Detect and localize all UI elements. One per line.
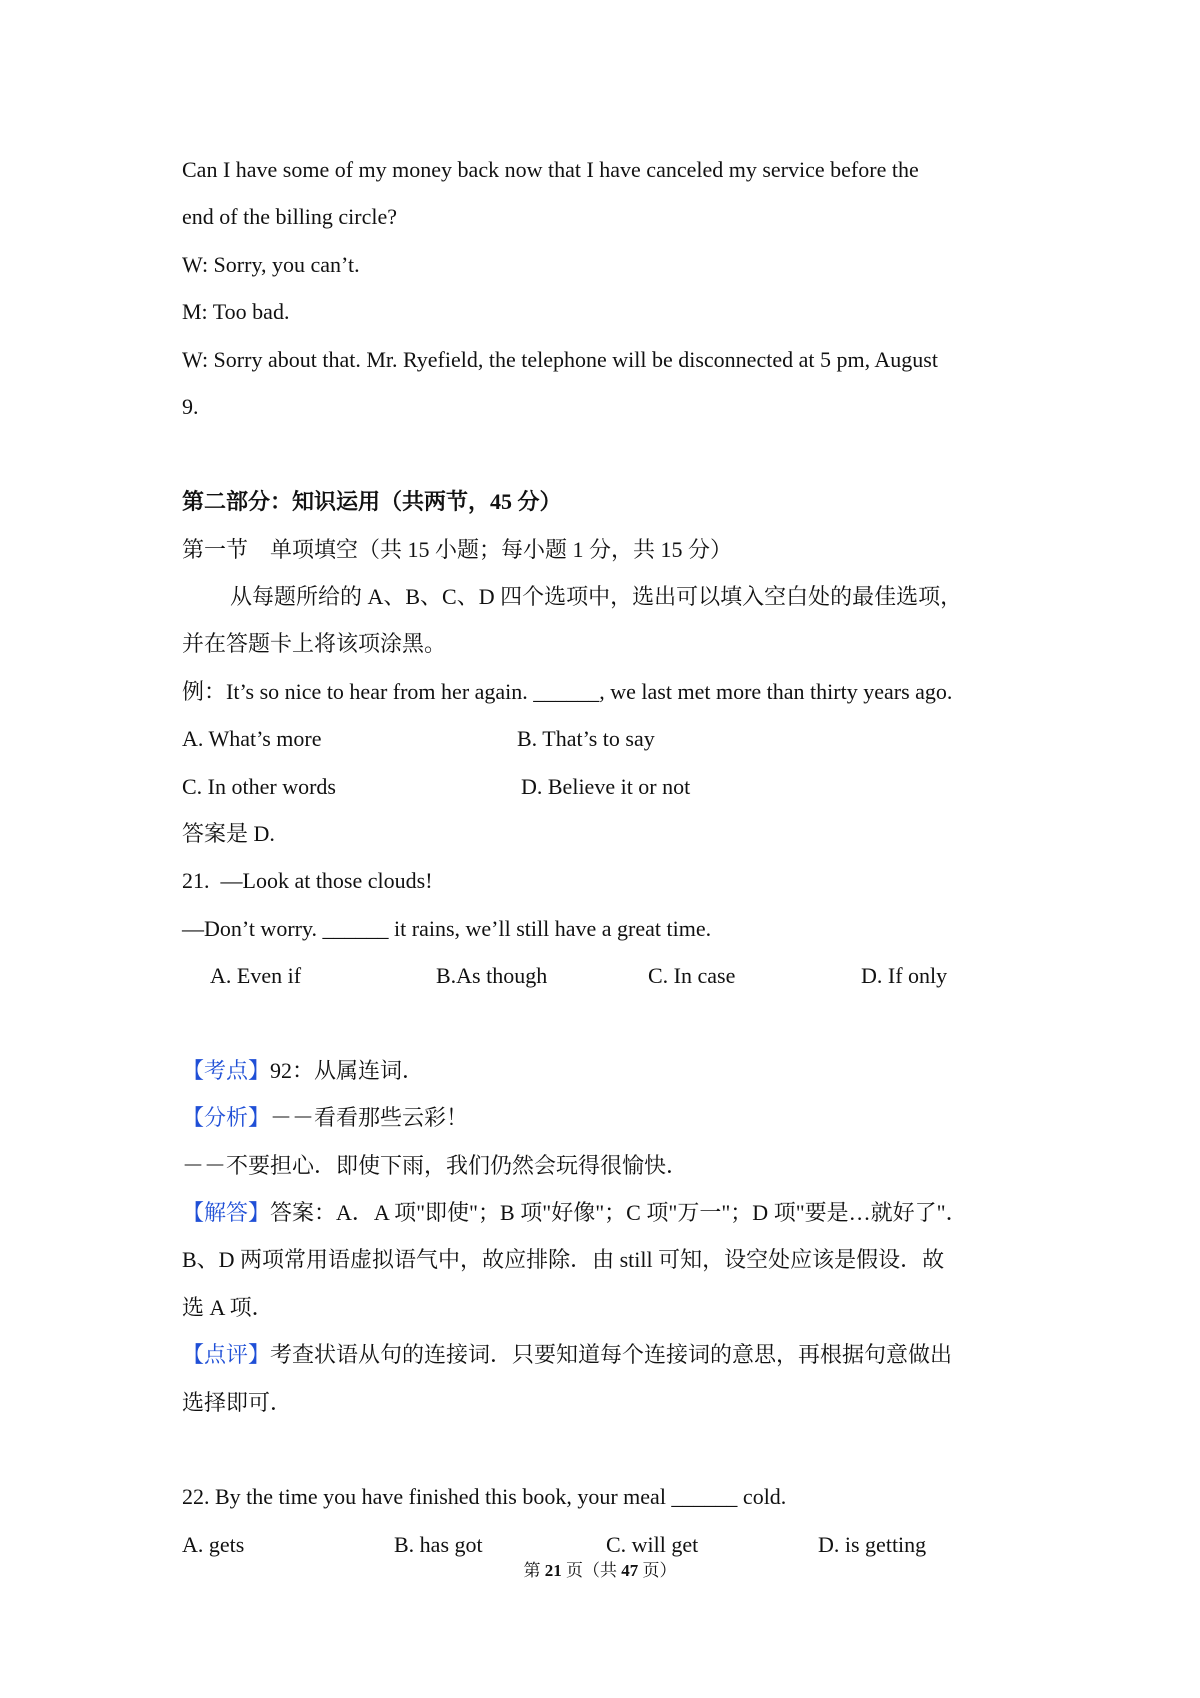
q22-option-d: D. is getting bbox=[818, 1532, 927, 1557]
example-option-c: C. In other words bbox=[182, 774, 336, 799]
fenxi-text: －－看看那些云彩！ bbox=[270, 1105, 469, 1130]
example-question: 例：It’s so nice to hear from her again. ______, we last met more than thirty years ago. bbox=[182, 679, 953, 704]
page-total: 47 bbox=[621, 1561, 639, 1580]
example-answer: 答案是 D. bbox=[182, 821, 275, 846]
example-option-b: B. That’s to say bbox=[517, 726, 655, 751]
jieda-line-3: 选 A 项． bbox=[182, 1295, 274, 1320]
fenxi-line bbox=[182, 1103, 468, 1133]
jieda-text: 答案：A．A 项"即使"；B 项"好像"；C 项"万一"；D 项"要是…就好了"． bbox=[270, 1200, 968, 1225]
kaodian-line bbox=[182, 1056, 424, 1086]
q22-option-b: B. has got bbox=[394, 1532, 483, 1557]
dialogue-line: W: Sorry about that. Mr. Ryefield, the telephone will be disconnected at 5 pm, August bbox=[182, 347, 938, 372]
instruction-text: 从每题所给的 A、B、C、D 四个选项中，选出可以填入空白处的最佳选项， bbox=[230, 584, 963, 609]
dialogue-line: Can I have some of my money back now that I have canceled my service before the bbox=[182, 157, 919, 182]
dianping-line-2: 选择即可． bbox=[182, 1390, 293, 1415]
jieda-line bbox=[182, 1198, 968, 1228]
question-22-prompt: 22. By the time you have finished this book, your meal ______ cold. bbox=[182, 1484, 787, 1509]
section-heading: 第一节 单项填空（共 15 小题；每小题 1 分，共 15 分） bbox=[182, 537, 733, 562]
part-heading: 第二部分：知识运用（共两节，45 分） bbox=[182, 489, 562, 514]
question-21-prompt: 21. —Look at those clouds! bbox=[182, 868, 433, 893]
fenxi-line-2: －－不要担心．即使下雨，我们仍然会玩得很愉快． bbox=[182, 1153, 689, 1178]
page-number: 21 bbox=[544, 1561, 562, 1580]
q21-option-d: D. If only bbox=[861, 963, 948, 988]
dianping-text: 考查状语从句的连接词．只要知道每个连接词的意思，再根据句意做出 bbox=[270, 1342, 953, 1367]
footer-middle: 页（共 bbox=[561, 1561, 622, 1580]
q21-option-b: B.As though bbox=[436, 963, 548, 988]
kaodian-text: 92：从属连词． bbox=[270, 1058, 425, 1083]
example-option-a: A. What’s more bbox=[182, 726, 322, 751]
dianping-line bbox=[182, 1340, 952, 1370]
dianping-tag: 【点评】 bbox=[182, 1342, 271, 1367]
kaodian-tag: 【考点】 bbox=[182, 1058, 271, 1083]
jieda-line-2: B、D 两项常用语虚拟语气中，故应排除．由 still 可知，设空处应该是假设．故 bbox=[182, 1247, 945, 1272]
q21-option-a: A. Even if bbox=[210, 963, 302, 988]
q22-option-c: C. will get bbox=[606, 1532, 699, 1557]
question-21-line: —Don’t worry. ______ it rains, we’ll still have a great time. bbox=[182, 916, 712, 941]
q21-option-c: C. In case bbox=[648, 963, 736, 988]
footer-prefix: 第 bbox=[523, 1561, 545, 1580]
example-option-d: D. Believe it or not bbox=[521, 774, 691, 799]
instruction-text: 并在答题卡上将该项涂黑。 bbox=[182, 631, 447, 656]
footer-suffix: 页） bbox=[638, 1561, 677, 1580]
q22-option-a: A. gets bbox=[182, 1532, 245, 1557]
fenxi-tag: 【分析】 bbox=[182, 1105, 271, 1130]
jieda-tag: 【解答】 bbox=[182, 1200, 271, 1225]
dialogue-line: M: Too bad. bbox=[182, 299, 290, 324]
dialogue-line: 9. bbox=[182, 394, 199, 419]
dialogue-line: end of the billing circle? bbox=[182, 204, 398, 229]
dialogue-line: W: Sorry, you can’t. bbox=[182, 252, 360, 277]
page-footer bbox=[0, 1560, 1200, 1582]
